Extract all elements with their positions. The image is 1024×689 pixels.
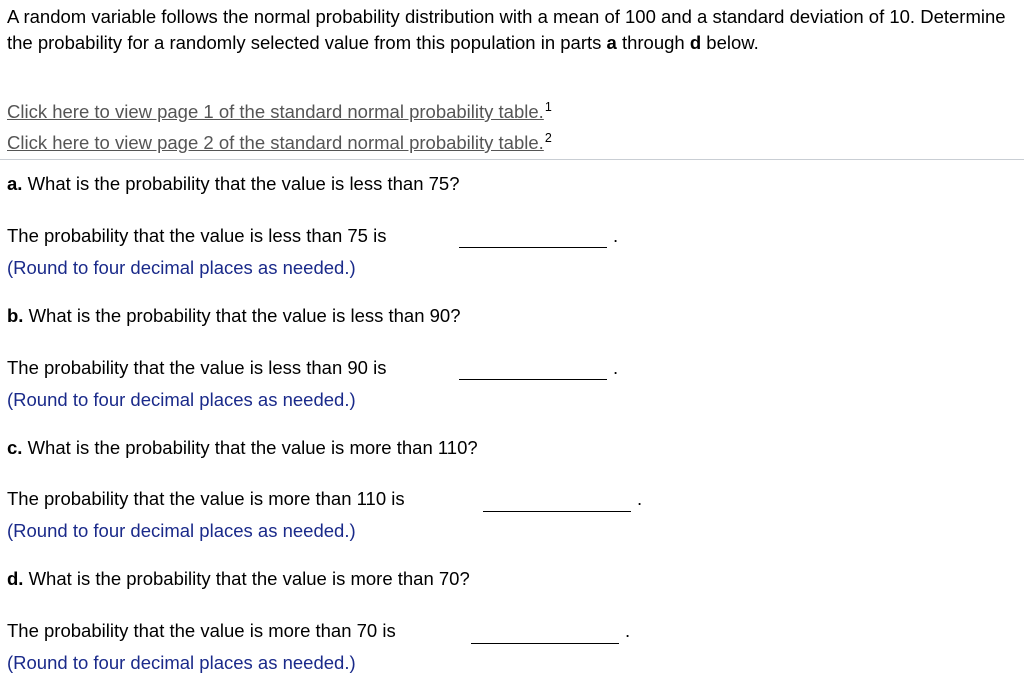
part-b-answer-prompt: The probability that the value is less than 90 is bbox=[7, 357, 387, 378]
problem-statement bbox=[7, 4, 1019, 56]
part-a-question-text: What is the probability that the value is less than 75? bbox=[22, 173, 460, 194]
part-a-period: . bbox=[613, 225, 619, 246]
problem-through: through bbox=[616, 32, 690, 53]
part-a-answer-prompt: The probability that the value is less than 75 is bbox=[7, 225, 387, 246]
part-c-question bbox=[7, 436, 478, 460]
part-b-period: . bbox=[613, 357, 619, 378]
part-d-rounding-note: (Round to four decimal places as needed.) bbox=[7, 652, 356, 673]
table-links bbox=[7, 94, 552, 156]
part-b-letter: b. bbox=[7, 305, 24, 326]
footnote-1: 1 bbox=[544, 100, 552, 114]
part-d-ref: d bbox=[689, 32, 702, 53]
part-a-letter: a. bbox=[7, 173, 23, 194]
part-c-answer-prompt: The probability that the value is more than 110 is bbox=[7, 488, 405, 509]
table-link-row-1 bbox=[7, 94, 552, 125]
part-d-question bbox=[7, 567, 470, 591]
part-a-ref: a bbox=[606, 32, 617, 53]
part-d-answer-input[interactable] bbox=[471, 643, 619, 644]
part-b-answer-input[interactable] bbox=[459, 379, 607, 380]
normal-table-page-1-link[interactable]: Click here to view page 1 of the standard normal probability table. bbox=[7, 101, 544, 122]
part-c-question-text: What is the probability that the value is more than 110? bbox=[22, 437, 478, 458]
footnote-2: 2 bbox=[544, 131, 552, 145]
part-c-letter: c. bbox=[7, 437, 23, 458]
part-d-letter: d. bbox=[7, 568, 24, 589]
part-c-period: . bbox=[637, 488, 643, 509]
part-c-rounding-note: (Round to four decimal places as needed.) bbox=[7, 520, 356, 541]
part-b-question bbox=[7, 304, 461, 328]
part-a-question bbox=[7, 172, 460, 196]
part-a-rounding-note: (Round to four decimal places as needed.) bbox=[7, 257, 356, 278]
section-divider bbox=[0, 159, 1024, 160]
normal-table-page-2-link[interactable]: Click here to view page 2 of the standard normal probability table. bbox=[7, 132, 544, 153]
part-a-answer-input[interactable] bbox=[459, 247, 607, 248]
part-b-question-text: What is the probability that the value is less than 90? bbox=[23, 305, 461, 326]
part-d-period: . bbox=[625, 620, 631, 641]
problem-text: A random variable follows the normal probability distribution with a mean of 100 and a standard deviation of 10. Determine the probability for a randomly selected value from this population in parts bbox=[7, 6, 1006, 53]
part-d-answer-prompt: The probability that the value is more than 70 is bbox=[7, 620, 396, 641]
part-d-question-text: What is the probability that the value is more than 70? bbox=[23, 568, 470, 589]
part-c-answer-input[interactable] bbox=[483, 511, 631, 512]
part-b-rounding-note: (Round to four decimal places as needed.) bbox=[7, 389, 356, 410]
table-link-row-2 bbox=[7, 125, 552, 156]
problem-text-end: below. bbox=[701, 32, 759, 53]
